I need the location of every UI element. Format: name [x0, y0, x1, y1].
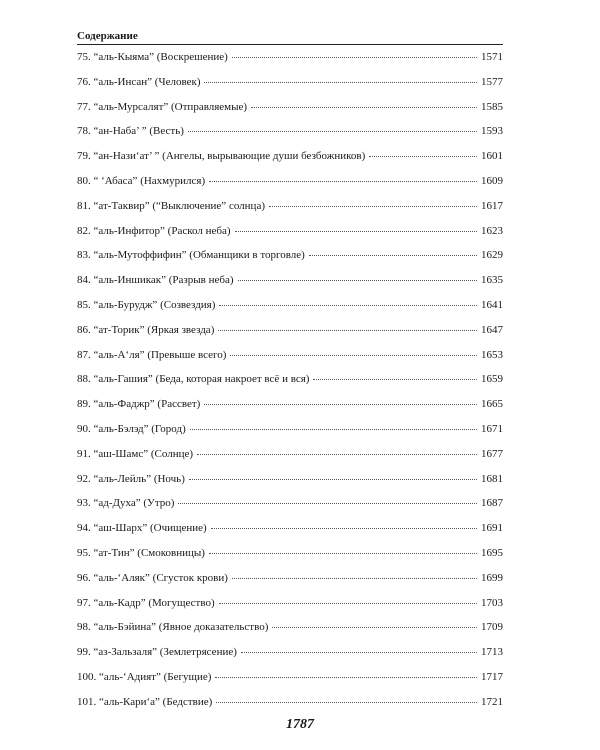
- dot-leader: [197, 454, 477, 455]
- toc-entry-title: 76. “аль-Инсан” (Человек): [77, 75, 201, 88]
- toc-entry: [77, 173, 503, 198]
- toc-entry-title: 94. “аш-Шарх” (Очищение): [77, 522, 207, 535]
- dot-leader: [219, 305, 477, 306]
- toc-entry-page: 1629: [481, 249, 503, 262]
- header-title: Содержание: [77, 30, 138, 42]
- toc-entry-page: 1641: [481, 298, 503, 311]
- toc-entry-page: 1635: [481, 274, 503, 287]
- toc-entry-page: 1577: [481, 75, 503, 88]
- toc-entry-title: 83. “аль-Мутоффифин” (Обманщики в торговле): [77, 249, 305, 262]
- dot-leader: [251, 107, 477, 108]
- toc-entry-page: 1695: [481, 546, 503, 559]
- toc-entry: [77, 74, 503, 99]
- toc-entry-page: 1709: [481, 621, 503, 634]
- toc-entry-title: 98. “аль-Бэйина” (Явное доказательство): [77, 621, 269, 634]
- toc-entry-title: 99. “аз-Зальзаля” (Землетрясение): [77, 646, 237, 659]
- toc-entry-page: 1623: [481, 224, 503, 237]
- dot-leader: [216, 702, 477, 703]
- toc-entry-page: 1601: [481, 150, 503, 163]
- toc-entry: [77, 198, 503, 223]
- toc-entry-page: 1585: [481, 100, 503, 113]
- toc-entry: [77, 347, 503, 372]
- toc-entry: [77, 471, 503, 496]
- dot-leader: [189, 479, 477, 480]
- dot-leader: [209, 181, 477, 182]
- dot-leader: [238, 280, 477, 281]
- toc-entry-title: 92. “аль-Лейль” (Ночь): [77, 472, 185, 485]
- toc-entry: [77, 99, 503, 124]
- dot-leader: [215, 677, 477, 678]
- toc-entry: [77, 396, 503, 421]
- toc-entry: [77, 644, 503, 669]
- running-header: [77, 30, 503, 45]
- toc-entry-title: 89. “аль-Фаджр” (Рассвет): [77, 398, 201, 411]
- dot-leader: [178, 503, 477, 504]
- toc-entry-page: 1677: [481, 447, 503, 460]
- toc-entry: [77, 595, 503, 620]
- dot-leader: [313, 379, 477, 380]
- toc-entry-title: 78. “ан-Наба’ ” (Весть): [77, 125, 184, 138]
- toc-entry-title: 100. “аль-‘Адият” (Бегущие): [77, 670, 212, 683]
- toc-entry-page: 1653: [481, 348, 503, 361]
- toc-entry-title: 75. “аль-Кыяма” (Воскрешение): [77, 51, 228, 63]
- toc-entry-title: 90. “аль-Бэлэд” (Город): [77, 422, 186, 435]
- toc-entry-page: 1593: [481, 125, 503, 138]
- dot-leader: [232, 57, 477, 58]
- toc-entry-title: 91. “аш-Шамс” (Солнце): [77, 447, 194, 460]
- dot-leader: [211, 528, 477, 529]
- dot-leader: [230, 355, 477, 356]
- toc-entry: [77, 669, 503, 694]
- toc-entry-title: 84. “аль-Иншикак” (Разрыв неба): [77, 274, 234, 287]
- dot-leader: [369, 156, 477, 157]
- dot-leader: [188, 131, 477, 132]
- toc-entry: [77, 297, 503, 322]
- toc-entry: [77, 570, 503, 595]
- toc-entry-page: 1681: [481, 472, 503, 485]
- toc-entry: [77, 148, 503, 173]
- toc-entry-title: 77. “аль-Мурсалят” (Отправляемые): [77, 100, 248, 113]
- toc-entry-title: 79. “ан-Нази‘ат’ ” (Ангелы, вырывающие души безбожников): [77, 150, 366, 163]
- toc-entry: [77, 446, 503, 471]
- toc-entry-title: 87. “аль-А‘ля” (Превыше всего): [77, 348, 227, 361]
- dot-leader: [209, 553, 477, 554]
- dot-leader: [272, 627, 477, 628]
- toc-entry: [77, 421, 503, 446]
- table-of-contents: [77, 49, 503, 719]
- toc-entry-page: 1717: [481, 670, 503, 683]
- toc-entry-title: 86. “ат-Торик” (Яркая звезда): [77, 323, 215, 336]
- toc-entry-page: 1703: [481, 596, 503, 609]
- toc-entry-page: 1617: [481, 199, 503, 212]
- toc-entry: [77, 520, 503, 545]
- toc-entry: [77, 545, 503, 570]
- toc-entry: [77, 619, 503, 644]
- dot-leader: [204, 82, 477, 83]
- dot-leader: [218, 330, 477, 331]
- dot-leader: [204, 404, 477, 405]
- toc-entry: [77, 123, 503, 148]
- toc-entry-page: 1647: [481, 323, 503, 336]
- toc-entry-title: 81. “ат-Таквир” (“Выключение” солнца): [77, 199, 265, 212]
- toc-entry-title: 88. “аль-Гашия” (Беда, которая накроет всё и вся): [77, 373, 310, 386]
- dot-leader: [190, 429, 477, 430]
- toc-entry: [77, 49, 503, 74]
- toc-entry-page: 1687: [481, 497, 503, 510]
- dot-leader: [219, 603, 477, 604]
- dot-leader: [309, 255, 477, 256]
- toc-entry: [77, 495, 503, 520]
- toc-entry-page: 1609: [481, 174, 503, 187]
- toc-entry-title: 95. “ат-Тин” (Смоковницы): [77, 546, 205, 559]
- toc-entry-page: 1721: [481, 695, 503, 708]
- toc-entry-title: 96. “аль-‘Аляк” (Сгусток крови): [77, 571, 228, 584]
- toc-entry-page: 1659: [481, 373, 503, 386]
- toc-entry-title: 97. “аль-Кадр” (Могущество): [77, 596, 215, 609]
- page-number: 1787: [286, 717, 314, 732]
- dot-leader: [241, 652, 477, 653]
- dot-leader: [232, 578, 477, 579]
- toc-entry: [77, 223, 503, 248]
- toc-entry-page: 1713: [481, 646, 503, 659]
- toc-entry-page: 1671: [481, 422, 503, 435]
- toc-entry-title: 85. “аль-Бурудж” (Созвездия): [77, 298, 216, 311]
- toc-entry-page: 1699: [481, 571, 503, 584]
- toc-entry-page: 1691: [481, 522, 503, 535]
- toc-entry: [77, 371, 503, 396]
- toc-entry: [77, 322, 503, 347]
- dot-leader: [269, 206, 477, 207]
- toc-entry-page: 1571: [481, 51, 503, 63]
- toc-entry-title: 82. “аль-Инфитор” (Раскол неба): [77, 224, 231, 237]
- toc-entry-title: 101. “аль-Кари‘а” (Бедствие): [77, 695, 213, 708]
- toc-entry: [77, 272, 503, 297]
- toc-entry: [77, 694, 503, 719]
- toc-entry: [77, 247, 503, 272]
- toc-entry-page: 1665: [481, 398, 503, 411]
- toc-entry-title: 93. “ад-Духа” (Утро): [77, 497, 175, 510]
- dot-leader: [235, 231, 477, 232]
- toc-entry-title: 80. “ ‘Абаса” (Нахмурился): [77, 174, 206, 187]
